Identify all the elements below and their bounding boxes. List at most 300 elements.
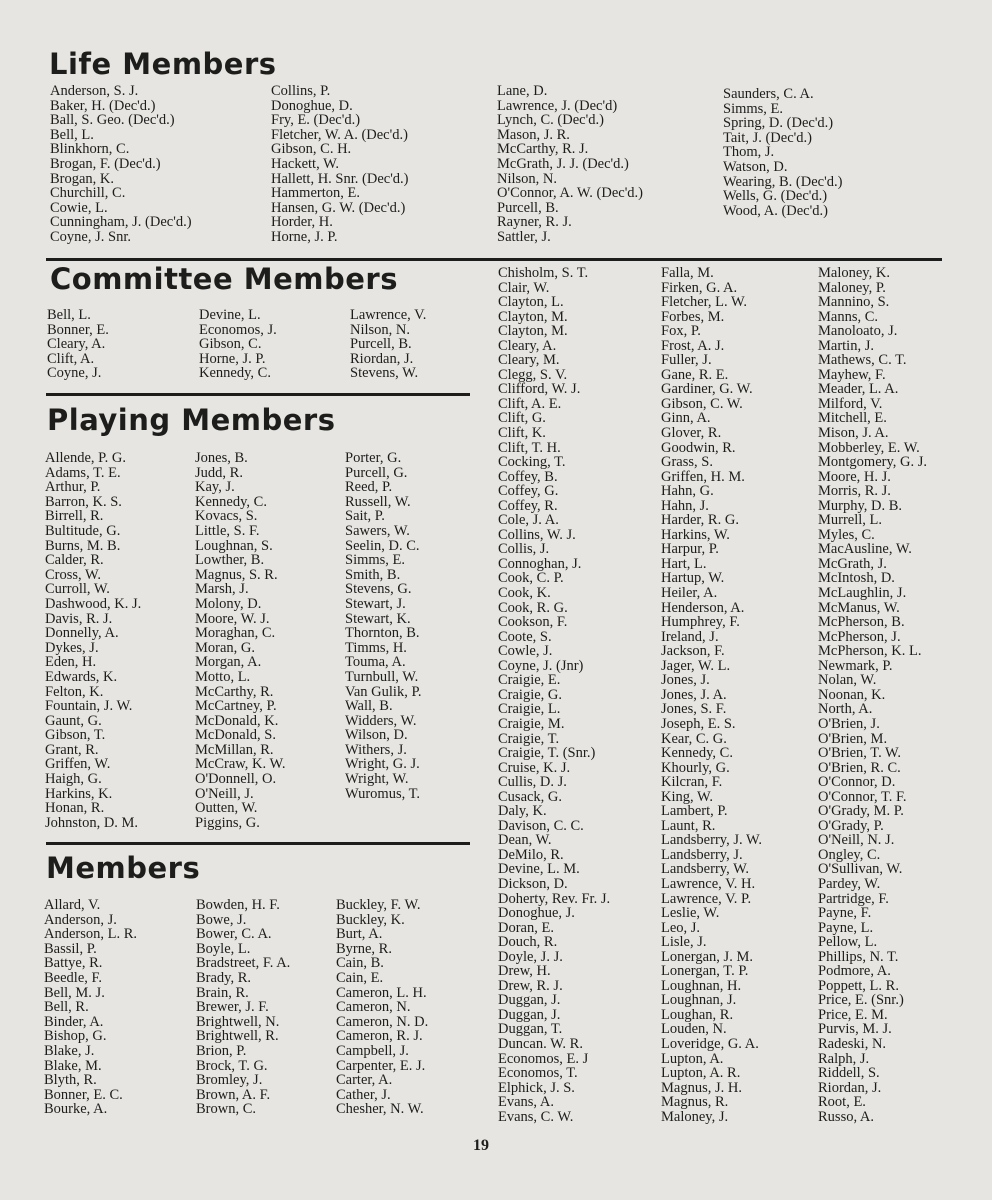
member-name: McGrath, J. [818, 555, 887, 572]
member-name: Cole, J. A. [498, 512, 559, 529]
member-name: Clift, A. [47, 350, 95, 367]
member-name: Campbell, J. [336, 1042, 409, 1059]
member-name: Falla, M. [661, 265, 714, 281]
member-name: Gibson, T. [45, 727, 106, 744]
member-name: Wood, A. (Dec'd.) [723, 202, 828, 219]
member-name: Drew, H. [498, 963, 551, 980]
member-name: Bassil, P. [44, 940, 97, 957]
member-name: Glover, R. [661, 425, 722, 442]
member-name: Burt, A. [336, 926, 383, 943]
member-name: Lawrence, V. H. [661, 875, 756, 892]
member-name: Bonner, E. C. [44, 1086, 123, 1103]
member-name: Stewart, K. [345, 610, 411, 627]
member-name: Manns, C. [818, 308, 879, 325]
member-name: Anderson, L. R. [44, 926, 138, 943]
member-name: Blinkhorn, C. [50, 141, 130, 158]
member-name: Moore, W. J. [195, 610, 270, 627]
member-name: Clayton, M. [498, 308, 568, 325]
member-name: Cain, E. [336, 969, 384, 986]
member-name: Bell, L. [47, 307, 91, 323]
member-name: O'Grady, P. [818, 817, 884, 834]
member-name: Ginn, A. [661, 410, 711, 427]
member-name: Fry, E. (Dec'd.) [271, 112, 361, 129]
member-name: Widders, W. [345, 712, 417, 729]
member-name: Bishop, G. [44, 1028, 107, 1045]
member-name: Jones, J. [661, 672, 710, 689]
member-name: O'Connor, D. [818, 774, 896, 791]
member-name: Bell, M. J. [44, 984, 105, 1001]
member-name: Fletcher, L. W. [661, 294, 748, 311]
member-name: Coyne, J. Snr. [50, 228, 131, 245]
member-name: Ongley, C. [818, 846, 881, 863]
member-name: Kear, C. G. [661, 730, 727, 747]
member-name: Bromley, J. [196, 1072, 263, 1089]
member-name: Douch, R. [498, 934, 558, 951]
member-name: Kennedy, C. [199, 365, 271, 382]
member-name: Martin, J. [818, 337, 874, 354]
member-name: Mayhew, F. [818, 366, 886, 383]
member-name: Devine, L. M. [498, 861, 580, 878]
member-name: Magnus, J. H. [661, 1079, 742, 1096]
member-name: O'Brien, M. [818, 730, 888, 747]
member-name: Murrell, L. [818, 512, 883, 529]
member-name: Horne, J. P. [199, 350, 266, 367]
playing-members-heading: Playing Members [47, 403, 336, 437]
member-name: Hahn, G. [661, 483, 714, 500]
member-name: Cunningham, J. (Dec'd.) [50, 214, 192, 231]
member-name: Carter, A. [336, 1072, 393, 1089]
member-name: Harder, R. G. [661, 512, 739, 529]
member-name: Brown, C. [196, 1101, 257, 1118]
member-name: McPherson, J. [818, 628, 901, 645]
member-name: Fuller, J. [661, 352, 712, 369]
member-name: Adams, T. E. [45, 464, 121, 481]
member-name: Moraghan, C. [195, 625, 276, 642]
member-name: McCarthy, R. [195, 683, 274, 700]
member-name: Harkins, W. [661, 526, 730, 543]
member-name: Craigie, L. [498, 701, 561, 718]
member-name: Pellow, L. [818, 934, 878, 951]
member-name: Craigie, T. [498, 730, 560, 747]
member-name: Fletcher, W. A. (Dec'd.) [271, 126, 408, 143]
member-name: McMillan, R. [195, 741, 274, 758]
member-name: Donoghue, D. [271, 97, 353, 114]
member-name: Newmark, P. [818, 657, 893, 674]
member-name: Reed, P. [345, 479, 393, 496]
member-name: Doyle, J. J. [498, 948, 563, 965]
member-name: Rayner, R. J. [497, 214, 572, 231]
member-name: Birrell, R. [45, 508, 104, 525]
member-name: Gane, R. E. [661, 366, 729, 383]
member-name: Brogan, F. (Dec'd.) [50, 155, 161, 172]
member-name: Churchill, C. [50, 185, 126, 202]
member-name: Arthur, P. [45, 479, 101, 496]
member-name: Wells, G. (Dec'd.) [723, 188, 828, 205]
divider-committee [46, 393, 470, 396]
members-col-6 [818, 266, 927, 1124]
member-name: Wall, B. [345, 698, 393, 715]
member-name: Brightwell, R. [196, 1028, 279, 1045]
member-name: Watson, D. [723, 158, 788, 175]
member-name: Piggins, G. [195, 814, 260, 831]
member-name: Anderson, J. [44, 911, 117, 928]
member-name: Buckley, K. [336, 911, 405, 928]
member-name: Baker, H. (Dec'd.) [50, 97, 156, 114]
member-name: Lonergan, J. M. [661, 948, 753, 965]
member-name: Connoghan, J. [498, 555, 582, 572]
member-name: Ireland, J. [661, 628, 719, 645]
member-name: Cusack, G. [498, 788, 563, 805]
member-name: Gibson, C. W. [661, 395, 743, 412]
member-name: Molony, D. [195, 595, 262, 612]
member-name: Kennedy, C. [195, 493, 267, 510]
member-name: McCartney, P. [195, 698, 277, 715]
member-name: Milford, V. [818, 395, 883, 412]
member-name: Economos, E. J [498, 1050, 589, 1067]
member-name: McDonald, S. [195, 727, 276, 744]
member-name: Firken, G. A. [661, 279, 738, 296]
member-name: O'Grady, M. P. [818, 803, 904, 820]
member-name: Clayton, L. [498, 294, 564, 311]
member-name: Lawrence, J. (Dec'd) [497, 97, 618, 114]
members-col-1 [44, 898, 137, 1117]
member-name: Phillips, N. T. [818, 948, 899, 965]
member-name: Lambert, P. [661, 803, 728, 820]
member-name: Clift, G. [498, 410, 546, 427]
member-name: Allard, V. [44, 897, 101, 913]
member-name: Mison, J. A. [818, 425, 889, 442]
member-name: Binder, A. [44, 1013, 104, 1030]
member-name: Sattler, J. [497, 228, 551, 245]
member-name: Cleary, A. [498, 337, 557, 354]
member-name: North, A. [818, 701, 873, 718]
member-name: Burns, M. B. [45, 537, 121, 554]
member-name: Doran, E. [498, 919, 554, 936]
member-name: Duggan, T. [498, 1021, 563, 1038]
committee-members-heading: Committee Members [50, 262, 398, 296]
life-members-col-2 [271, 84, 409, 245]
member-name: Russell, W. [345, 493, 411, 510]
member-name: Clegg, S. V. [498, 366, 568, 383]
member-name: Horder, H. [271, 214, 333, 231]
member-name: Curroll, W. [45, 581, 110, 598]
member-name: Bowe, J. [196, 911, 247, 928]
member-name: Devine, L. [199, 307, 261, 323]
member-name: Goodwin, R. [661, 439, 736, 456]
member-name: Hallett, H. Snr. (Dec'd.) [271, 170, 409, 187]
member-name: Moore, H. J. [818, 468, 891, 485]
member-name: Collins, P. [271, 83, 331, 99]
member-name: Clayton, M. [498, 323, 568, 340]
member-name: Harkins, K. [45, 785, 113, 802]
members-col-3 [336, 898, 428, 1117]
member-name: Cleary, A. [47, 336, 106, 353]
member-name: Bultitude, G. [45, 522, 121, 539]
member-name: Johnston, D. M. [45, 814, 139, 831]
member-name: Launt, R. [661, 817, 716, 834]
member-name: Bowden, H. F. [196, 897, 280, 913]
member-name: Cook, K. [498, 585, 551, 602]
member-name: Duncan. W. R. [498, 1035, 583, 1052]
member-name: Wearing, B. (Dec'd.) [723, 173, 843, 190]
member-name: Tait, J. (Dec'd.) [723, 129, 812, 146]
member-name: Coffey, G. [498, 483, 559, 500]
member-name: Jones, J. A. [661, 686, 727, 703]
member-name: O'Neill, N. J. [818, 832, 895, 849]
member-name: Manoloato, J. [818, 323, 898, 340]
member-name: Withers, J. [345, 741, 407, 758]
member-name: McPherson, K. L. [818, 643, 922, 660]
member-name: Motto, L. [195, 668, 251, 685]
member-name: Payne, L. [818, 919, 874, 936]
member-name: Ralph, J. [818, 1050, 870, 1067]
member-name: Battye, R. [44, 955, 103, 972]
member-name: Spring, D. (Dec'd.) [723, 115, 834, 132]
member-name: Duggan, J. [498, 1006, 561, 1023]
member-name: Lawrence, V. P. [661, 890, 752, 907]
member-name: Loughnan, S. [195, 537, 273, 554]
member-name: Meader, L. A. [818, 381, 899, 398]
member-name: Lupton, A. R. [661, 1065, 741, 1082]
member-name: Gaunt, G. [45, 712, 102, 729]
member-name: Dashwood, K. J. [45, 595, 142, 612]
member-name: Gibson, C. [199, 336, 262, 353]
member-name: Maloney, K. [818, 265, 890, 281]
member-name: Lupton, A. [661, 1050, 724, 1067]
member-name: O'Connor, T. F. [818, 788, 907, 805]
member-name: McGrath, J. J. (Dec'd.) [497, 155, 629, 172]
member-name: Loughnan, J. [661, 992, 737, 1009]
member-name: Nilson, N. [350, 321, 411, 338]
member-name: Bradstreet, F. A. [196, 955, 291, 972]
member-name: Collis, J. [498, 541, 550, 558]
member-name: O'Donnell, O. [195, 771, 277, 788]
member-name: Nolan, W. [818, 672, 877, 689]
life-members-col-4 [723, 87, 842, 218]
member-name: Purvis, M. J. [818, 1021, 892, 1038]
member-name: Partridge, F. [818, 890, 889, 907]
members-col-5 [661, 266, 762, 1124]
member-name: Collins, W. J. [498, 526, 576, 543]
member-name: Jones, S. F. [661, 701, 727, 718]
life-members-col-1 [50, 84, 192, 245]
member-name: Chesher, N. W. [336, 1101, 424, 1118]
member-name: Brightwell, N. [196, 1013, 280, 1030]
member-name: Cowle, J. [498, 643, 553, 660]
member-name: Purcell, B. [350, 336, 412, 353]
playing-col-3 [345, 451, 422, 801]
member-name: Evans, A. [498, 1094, 554, 1111]
member-name: Cameron, L. H. [336, 984, 427, 1001]
member-name: Saunders, C. A. [723, 86, 814, 102]
member-name: Maloney, P. [818, 279, 886, 296]
member-name: Purcell, G. [345, 464, 408, 481]
members-col-2 [196, 898, 290, 1117]
member-name: Elphick, J. S. [498, 1079, 575, 1096]
member-name: Brady, R. [196, 969, 252, 986]
member-name: Coyne, J. (Jnr) [498, 657, 584, 674]
member-name: McLaughlin, J. [818, 585, 907, 602]
member-name: Thornton, B. [345, 625, 420, 642]
member-name: Haigh, G. [45, 771, 102, 788]
member-name: Myles, C. [818, 526, 875, 543]
playing-col-1 [45, 451, 141, 830]
member-name: Heiler, A. [661, 585, 718, 602]
member-name: Payne, F. [818, 905, 872, 922]
member-name: Leo, J. [661, 919, 701, 936]
member-name: Carpenter, E. J. [336, 1057, 426, 1074]
member-name: Wilson, D. [345, 727, 408, 744]
member-name: Cook, C. P. [498, 570, 564, 587]
member-name: Lynch, C. (Dec'd.) [497, 112, 604, 129]
member-name: Porter, G. [345, 450, 402, 466]
member-name: Hansen, G. W. (Dec'd.) [271, 199, 406, 216]
divider-playing [46, 842, 470, 845]
member-name: Evans, C. W. [498, 1108, 574, 1125]
member-name: Outten, W. [195, 800, 258, 817]
member-name: Brown, A. F. [196, 1086, 271, 1103]
member-name: Cruise, K. J. [498, 759, 571, 776]
member-name: Radeski, N. [818, 1035, 887, 1052]
member-name: O'Brien, J. [818, 715, 880, 732]
member-name: Cameron, R. J. [336, 1028, 423, 1045]
member-name: Russo, A. [818, 1108, 875, 1125]
member-name: Price, E. M. [818, 1006, 888, 1023]
member-name: Gibson, C. H. [271, 141, 352, 158]
member-name: Coffey, R. [498, 497, 558, 514]
member-name: Davison, C. C. [498, 817, 584, 834]
member-name: Simms, E. [345, 552, 406, 569]
member-name: Blyth, R. [44, 1072, 97, 1089]
member-name: Pardey, W. [818, 875, 881, 892]
member-name: Boyle, L. [196, 940, 251, 957]
member-name: Blake, J. [44, 1042, 95, 1059]
divider-life [46, 258, 942, 261]
member-name: Sait, P. [345, 508, 385, 525]
page-number: 19 [473, 1137, 489, 1154]
member-name: Fountain, J. W. [45, 698, 133, 715]
member-name: Dean, W. [498, 832, 552, 849]
member-name: Hahn, J. [661, 497, 709, 514]
life-members-col-3 [497, 84, 643, 245]
member-name: Forbes, M. [661, 308, 725, 325]
member-name: Little, S. F. [195, 522, 260, 539]
member-name: Riordan, J. [818, 1079, 882, 1096]
member-name: McPherson, B. [818, 614, 905, 631]
member-name: Bower, C. A. [196, 926, 272, 943]
member-name: Sawers, W. [345, 522, 410, 539]
member-name: Murphy, D. B. [818, 497, 903, 514]
member-name: Kovacs, S. [195, 508, 258, 525]
member-name: Nilson, N. [497, 170, 558, 187]
member-name: O'Neill, J. [195, 785, 254, 802]
member-name: Allende, P. G. [45, 450, 126, 466]
member-name: Cameron, N. [336, 999, 411, 1016]
member-name: McCraw, K. W. [195, 756, 286, 773]
member-name: Purcell, B. [497, 199, 559, 216]
member-name: Brogan, K. [50, 170, 115, 187]
member-name: Hartup, W. [661, 570, 725, 587]
member-name: Mason, J. R. [497, 126, 570, 143]
member-name: Stevens, W. [350, 365, 419, 382]
member-name: Podmore, A. [818, 963, 891, 980]
member-name: Clifford, W. J. [498, 381, 581, 398]
member-name: Hammerton, E. [271, 185, 360, 202]
member-name: Lisle, J. [661, 934, 707, 951]
member-name: Mannino, S. [818, 294, 890, 311]
member-name: Joseph, E. S. [661, 715, 736, 732]
member-name: Duggan, J. [498, 992, 561, 1009]
member-name: Anderson, S. J. [50, 83, 139, 99]
member-name: Craigie, G. [498, 686, 563, 703]
member-name: O'Connor, A. W. (Dec'd.) [497, 185, 644, 202]
member-name: Griffen, H. M. [661, 468, 745, 485]
member-name: Stewart, J. [345, 595, 406, 612]
member-name: Lonergan, T. P. [661, 963, 749, 980]
member-name: Brock, T. G. [196, 1057, 268, 1074]
member-name: DeMilo, R. [498, 846, 564, 863]
member-name: Eden, H. [45, 654, 97, 671]
committee-col-3 [350, 308, 426, 381]
member-name: Dickson, D. [498, 875, 568, 892]
member-name: Landsberry, J. [661, 846, 743, 863]
member-name: Chisholm, S. T. [498, 265, 589, 281]
member-name: Cain, B. [336, 955, 384, 972]
member-name: Cather, J. [336, 1086, 391, 1103]
member-name: Touma, A. [345, 654, 406, 671]
member-name: Loughan, R. [661, 1006, 734, 1023]
member-name: Morgan, A. [195, 654, 262, 671]
member-name: Clair, W. [498, 279, 550, 296]
member-name: Gardiner, G. W. [661, 381, 753, 398]
member-name: Fox, P. [661, 323, 701, 340]
member-name: Lane, D. [497, 83, 548, 99]
member-name: Horne, J. P. [271, 228, 338, 245]
life-members-heading: Life Members [49, 47, 277, 81]
member-name: Economos, J. [199, 321, 277, 338]
member-name: Griffen, W. [45, 756, 111, 773]
member-name: Noonan, K. [818, 686, 886, 703]
member-name: Riddell, S. [818, 1065, 880, 1082]
member-name: Kay, J. [195, 479, 235, 496]
member-name: Cookson, F. [498, 614, 568, 631]
member-name: O'Brien, T. W. [818, 745, 902, 762]
member-name: Coffey, B. [498, 468, 558, 485]
member-name: Moran, G. [195, 639, 256, 656]
member-name: Van Gulik, P. [345, 683, 422, 700]
member-name: Maloney, J. [661, 1108, 729, 1125]
member-name: Loughnan, H. [661, 977, 742, 994]
member-name: Coyne, J. [47, 365, 102, 382]
member-name: Louden, N. [661, 1021, 727, 1038]
member-name: Marsh, J. [195, 581, 249, 598]
member-name: McManus, W. [818, 599, 900, 616]
member-name: Cross, W. [45, 566, 102, 583]
member-name: Craigie, M. [498, 715, 565, 732]
playing-col-2 [195, 451, 285, 830]
member-name: Cowie, L. [50, 199, 108, 216]
member-name: Simms, E. [723, 100, 784, 117]
member-name: Ball, S. Geo. (Dec'd.) [50, 112, 175, 129]
member-name: Wright, G. J. [345, 756, 420, 773]
member-name: Doherty, Rev. Fr. J. [498, 890, 611, 907]
member-name: Brion, P. [196, 1042, 247, 1059]
member-name: Poppett, L. R. [818, 977, 899, 994]
member-name: Judd, R. [195, 464, 243, 481]
member-name: Bell, R. [44, 999, 89, 1016]
member-name: McDonald, K. [195, 712, 279, 729]
member-name: Seelin, D. C. [345, 537, 420, 554]
